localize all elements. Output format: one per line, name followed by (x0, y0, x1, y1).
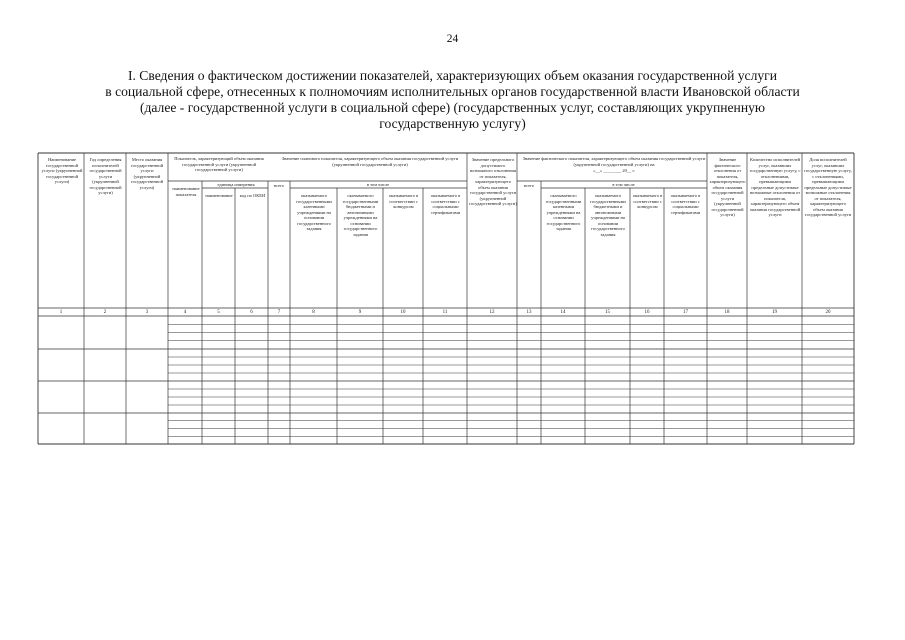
header-place: Место оказания государственной услуги (укрупненной государственной услуги) (130, 157, 164, 190)
title-line-1: I. Сведения о фактическом достижении показателей, характеризующих объем оказания государственной услуги (127, 68, 778, 83)
column-number: 17 (683, 310, 688, 315)
column-number: 4 (183, 310, 187, 315)
header-actual-incl: в том числе (612, 182, 635, 187)
header-actual-budget: оказываемого государственными бюджетными и автономными учреждениями на основании государственного задания (590, 193, 626, 237)
title-line-4: государственную услугу) (379, 116, 526, 131)
header-planned-budget: оказываемого государственными бюджетными и автономными учреждениями на основании государственного задания (342, 193, 379, 237)
title-line-3: (далее - государственной услуги в социальной сфере) (государственных услуг, составляющих укрупненную (139, 100, 766, 115)
header-indicator-group: Показатель, характеризующий объем оказания государственной услуги (укрупненной государственной услуги) (174, 156, 264, 172)
header-planned-group: Значение планового показателя, характеризующего объем оказания государственной услуги (укрупненной государственной услуги) (281, 156, 459, 167)
column-number: 8 (312, 310, 315, 315)
header-service-name: Наименование государственной услуги (укрупненной государственной услуги) (41, 157, 83, 184)
title-line-2: в социальной сфере, отнесенных к полномочиям исполнительных органов государственной власти Ивановской области (105, 84, 800, 99)
column-number: 3 (145, 310, 149, 315)
header-providers-share: Доля исполнителей услуг, оказавших государственную услугу, с отклонениями, превышающими предельные допустимые возможные отклонения от показателя, характеризующего объем оказания государственной услуги (804, 157, 852, 217)
column-number: 7 (277, 310, 281, 315)
column-number: 20 (825, 310, 831, 315)
column-number: 5 (217, 310, 220, 315)
column-number: 2 (103, 310, 107, 315)
column-number: 10 (400, 310, 406, 315)
header-planned-certificates: оказываемого в соответствии с социальными сертификатами (430, 193, 461, 215)
column-number: 6 (250, 310, 253, 315)
header-actual-kazen: оказываемого государственными казенными учреждениями на основании государственного задания (545, 193, 582, 231)
header-indicator-name: наименование показателя (172, 186, 200, 197)
header-actual-total: всего (523, 183, 535, 188)
header-unit-group: единица измерения (217, 182, 255, 187)
header-unit-name: наименование (205, 193, 233, 198)
header-actual-deviation: Значение фактического отклонения от показателя, характеризующего объем оказания государственной услуги (укрупненной государственной услуги) (709, 157, 746, 217)
page-number: 24 (446, 33, 459, 45)
column-number: 12 (489, 310, 495, 315)
header-planned-total: всего (273, 183, 285, 188)
header-planned-contest: оказываемого в соответствии с конкурсом (388, 193, 419, 209)
header-year: Год определения исполнителей государственной услуги (укрупненной государственной услуги) (89, 157, 122, 195)
column-number: 9 (358, 310, 362, 315)
column-number: 11 (442, 310, 448, 315)
column-number: 16 (644, 310, 650, 315)
header-allowed-deviation: Значение предельного допустимого возможного отклонения от показателя, характеризующего объем оказания государственной услуги (укрупненной государственной услуги) (469, 157, 517, 206)
header-planned-kazen: оказываемого государственными казенными учреждениями на основании государственного задания (296, 193, 332, 231)
column-number: 15 (605, 310, 610, 315)
header-planned-incl: в том числе (366, 182, 390, 187)
header-actual-contest: оказываемого в соответствии с конкурсом (632, 193, 663, 209)
header-actual-date: «__» ________ 20__ г. (593, 168, 635, 173)
header-providers-count: Количество исполнителей услуг, оказавших государственную услугу, с отклонениями, превышающими предельные допустимые возможные отклонения от показателя, характеризующего объем оказания государственной услуги (749, 157, 801, 217)
header-okei-code: код по ОКЕИ (239, 193, 266, 198)
column-number: 13 (526, 310, 532, 315)
column-number: 14 (560, 310, 566, 315)
header-actual-group: Значение фактического показателя, характеризующего объем оказания государственной услуги (укрупненной государственной услуги) на (522, 156, 706, 167)
column-number: 19 (772, 310, 777, 315)
header-actual-certificates: оказываемого в соответствии с социальными сертификатами (670, 193, 701, 215)
column-number: 18 (724, 310, 730, 315)
column-number: 1 (59, 310, 63, 315)
